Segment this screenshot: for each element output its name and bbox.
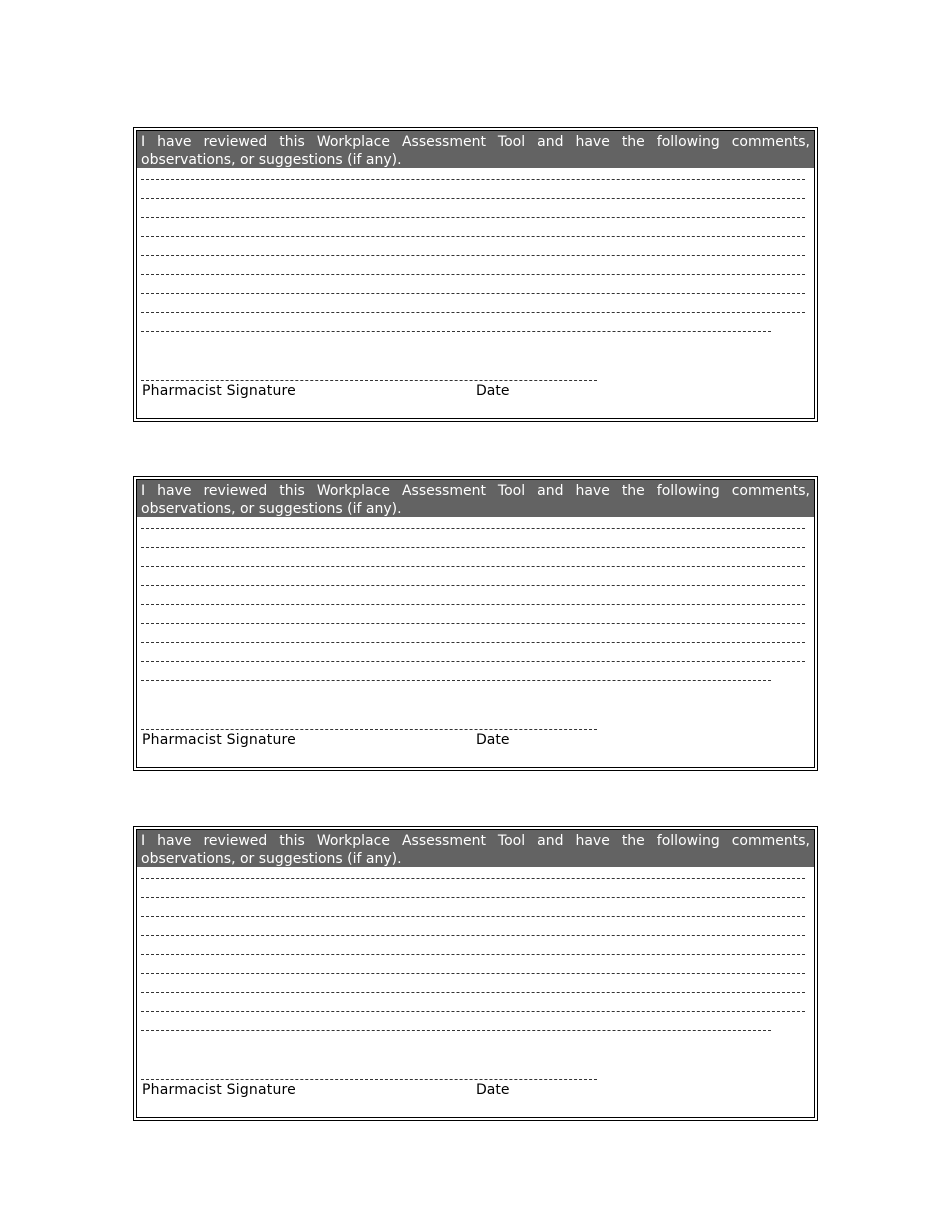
date-label: Date (476, 732, 510, 748)
review-form-inner (136, 829, 815, 1118)
review-form-inner (136, 479, 815, 768)
comment-line (141, 179, 805, 181)
review-form-3 (133, 826, 818, 1121)
comment-line (141, 680, 771, 682)
comment-area[interactable] (141, 878, 805, 1049)
comment-line (141, 547, 805, 549)
comment-line (141, 236, 805, 238)
comment-line (141, 661, 805, 663)
comment-line (141, 954, 805, 956)
signature-label: Pharmacist Signature (142, 383, 296, 399)
comment-line (141, 331, 771, 333)
signature-line[interactable] (141, 729, 597, 730)
review-form-inner (136, 130, 815, 419)
comment-line (141, 198, 805, 200)
signature-line[interactable] (141, 1079, 597, 1080)
comment-line (141, 312, 805, 314)
review-form-2 (133, 476, 818, 771)
signature-label: Pharmacist Signature (142, 732, 296, 748)
form-header: I have reviewed this Workplace Assessment Tool and have the following comments, observations, or suggestions (if any). (137, 131, 814, 168)
comment-line (141, 293, 805, 295)
comment-line (141, 992, 805, 994)
comment-line (141, 623, 805, 625)
comment-line (141, 878, 805, 880)
comment-line (141, 274, 805, 276)
comment-area[interactable] (141, 528, 805, 699)
comment-line (141, 585, 805, 587)
comment-line (141, 916, 805, 918)
comment-line (141, 935, 805, 937)
comment-line (141, 642, 805, 644)
comment-line (141, 1011, 805, 1013)
comment-line (141, 897, 805, 899)
comment-line (141, 604, 805, 606)
date-label: Date (476, 1082, 510, 1098)
comment-line (141, 566, 805, 568)
comment-line (141, 1030, 771, 1032)
signature-line[interactable] (141, 380, 597, 381)
date-label: Date (476, 383, 510, 399)
signature-label: Pharmacist Signature (142, 1082, 296, 1098)
form-header: I have reviewed this Workplace Assessment Tool and have the following comments, observations, or suggestions (if any). (137, 480, 814, 517)
comment-line (141, 255, 805, 257)
review-form-1 (133, 127, 818, 422)
comment-area[interactable] (141, 179, 805, 350)
form-header: I have reviewed this Workplace Assessment Tool and have the following comments, observations, or suggestions (if any). (137, 830, 814, 867)
comment-line (141, 217, 805, 219)
comment-line (141, 528, 805, 530)
comment-line (141, 973, 805, 975)
